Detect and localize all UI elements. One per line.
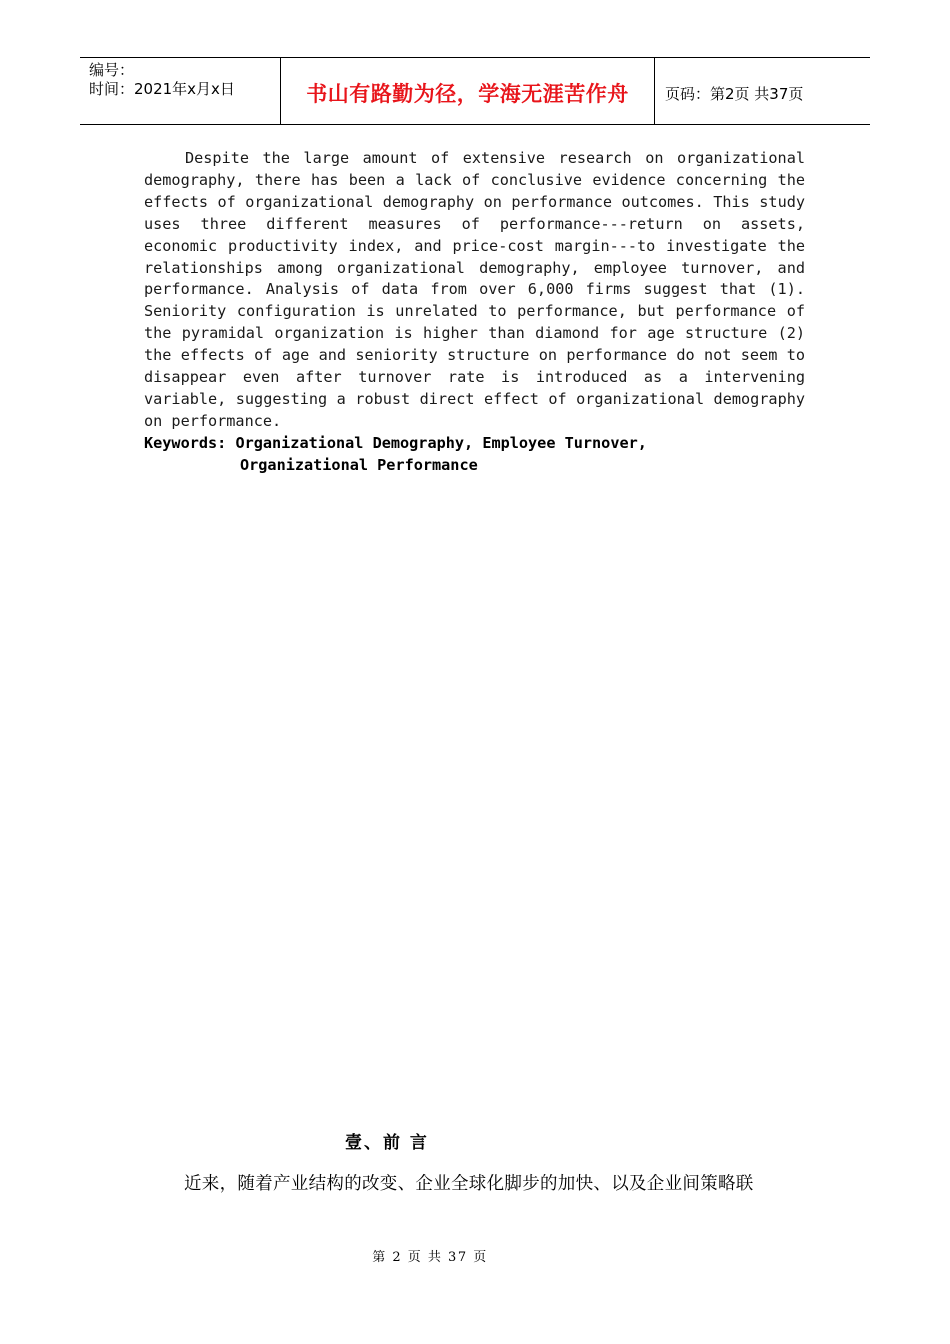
header-number-label: 编号： xyxy=(89,61,135,79)
section-first-line: 近来，随着产业结构的改变、企业全球化脚步的加快、以及企业间策略联 xyxy=(184,1174,754,1194)
page-footer xyxy=(0,1246,950,1265)
footer-page-number: 第 2 页 共 37 页 xyxy=(372,1250,488,1265)
header-meta-cell xyxy=(80,58,281,124)
header-motto-cell xyxy=(281,58,655,124)
section-title: 壹、前 言 xyxy=(345,1133,429,1153)
header-motto: 书山有路勤为径，学海无涯苦作舟 xyxy=(306,82,629,106)
document-header xyxy=(80,57,870,125)
keywords-line-1: Organizational Demography, Employee Turnover, xyxy=(235,434,647,452)
keywords-line-2: Organizational Performance xyxy=(240,456,478,474)
keywords-block xyxy=(144,432,805,476)
header-date-label: 时间：2021年x月x日 xyxy=(89,80,235,98)
keywords-label: Keywords: xyxy=(144,434,236,452)
abstract-paragraph: Despite the large amount of extensive research on organizational demography, there has been a lack of conclusive evidence concerning the effects of organizational demography on performance outcomes. This study uses three different measures of performance---return on assets, economic productivity index, and price-cost margin---to investigate the relationships among organizational demography, employee turnover, and performance. Analysis of data from over 6,000 firms suggest that (1). Seniority configuration is unrelated to performance, but performance of the pyramidal organization is higher than diamond for age structure (2) the effects of age and seniority structure on performance do not seem to disappear even after turnover rate is introduced as a intervening variable, suggesting a robust direct effect of organizational demography on performance. xyxy=(144,149,805,430)
header-page-cell xyxy=(655,58,870,124)
header-page-info: 页码：第2页 共37页 xyxy=(665,84,804,103)
